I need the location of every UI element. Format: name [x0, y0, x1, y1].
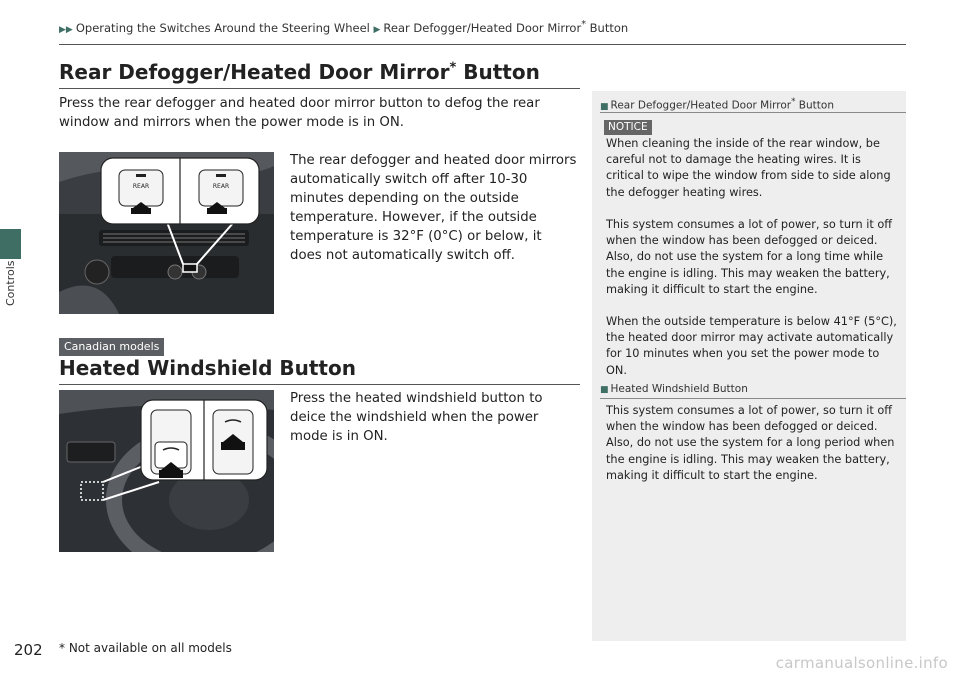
section-title-rear-defogger: Rear Defogger/Heated Door Mirror* Button	[59, 60, 540, 84]
breadcrumb-arrow-icon: ▶▶	[59, 24, 73, 35]
dashboard-illustration	[59, 152, 274, 314]
note-header-rule	[600, 398, 906, 399]
footnote: * Not available on all models	[59, 641, 232, 655]
breadcrumb-arrow-icon: ▶	[373, 24, 381, 35]
breadcrumb-item-switches[interactable]: Operating the Switches Around the Steering Wheel	[75, 20, 370, 35]
note-marker-icon: ■	[600, 385, 609, 395]
note-marker-icon: ■	[600, 101, 609, 112]
steering-wheel-illustration	[59, 390, 274, 552]
steering-wheel-windshield-photo	[59, 390, 274, 552]
header-divider	[59, 44, 906, 45]
notice-badge: NOTICE	[604, 120, 652, 135]
canadian-models-badge: Canadian models	[59, 338, 164, 356]
heated-windshield-button-left-illustration	[151, 410, 191, 478]
defogger-body-text: The rear defogger and heated door mirrors automatically switch off after 10-30 minutes depending on the outside temperature. However, if the outside temperature is 32°F (0°C) or below, it does not automatically switch off.	[290, 153, 577, 263]
dashboard-defogger-photo	[59, 152, 274, 314]
note-header-heated-windshield: ■ Heated Windshield Button	[600, 383, 748, 395]
section-title-heated-windshield: Heated Windshield Button	[59, 356, 356, 380]
section-title-rule	[59, 384, 580, 385]
note-header-rear-defogger: ■ Rear Defogger/Heated Door Mirror* Button	[600, 97, 834, 112]
windshield-body-text: Press the heated windshield button to deice the windshield when the power mode is in ON.	[290, 391, 543, 444]
svg-text:REAR: REAR	[212, 183, 230, 190]
breadcrumb	[59, 19, 906, 35]
page-number: 202	[14, 641, 43, 659]
svg-text:REAR: REAR	[132, 183, 150, 190]
section-title-rule	[59, 88, 580, 89]
mirror-auto-activate-note: When the outside temperature is below 41°F (5°C), the heated door mirror may activate automatically for 10 minutes when you set the power mode to ON.	[606, 315, 897, 377]
breadcrumb-item-defogger[interactable]: Rear Defogger/Heated Door Mirror* Button	[383, 19, 629, 35]
watermark: carmanualsonline.info	[775, 654, 948, 672]
section-side-label: Controls	[4, 260, 17, 306]
power-consumption-note: This system consumes a lot of power, so turn it off when the window has been defogged or deiced. Also, do not use the system for a long time while the engine is idling. This may weaken the battery, making it difficult to start the engine.	[606, 218, 893, 296]
windshield-power-note: This system consumes a lot of power, so turn it off when the window has been defogged or deiced. Also, do not use the system for a long period when the engine is idling. This may weaken the battery, making it difficult to start the engine.	[606, 404, 895, 482]
notice-text: When cleaning the inside of the rear window, be careful not to damage the heating wires. It is critical to wipe the window from side to side along the defogger heating wires.	[606, 137, 891, 199]
defogger-intro-text: Press the rear defogger and heated door mirror button to defog the rear window and mirrors when the power mode is in ON.	[59, 96, 540, 130]
note-header-rule	[600, 112, 906, 113]
heated-windshield-button-right-illustration	[213, 410, 253, 474]
